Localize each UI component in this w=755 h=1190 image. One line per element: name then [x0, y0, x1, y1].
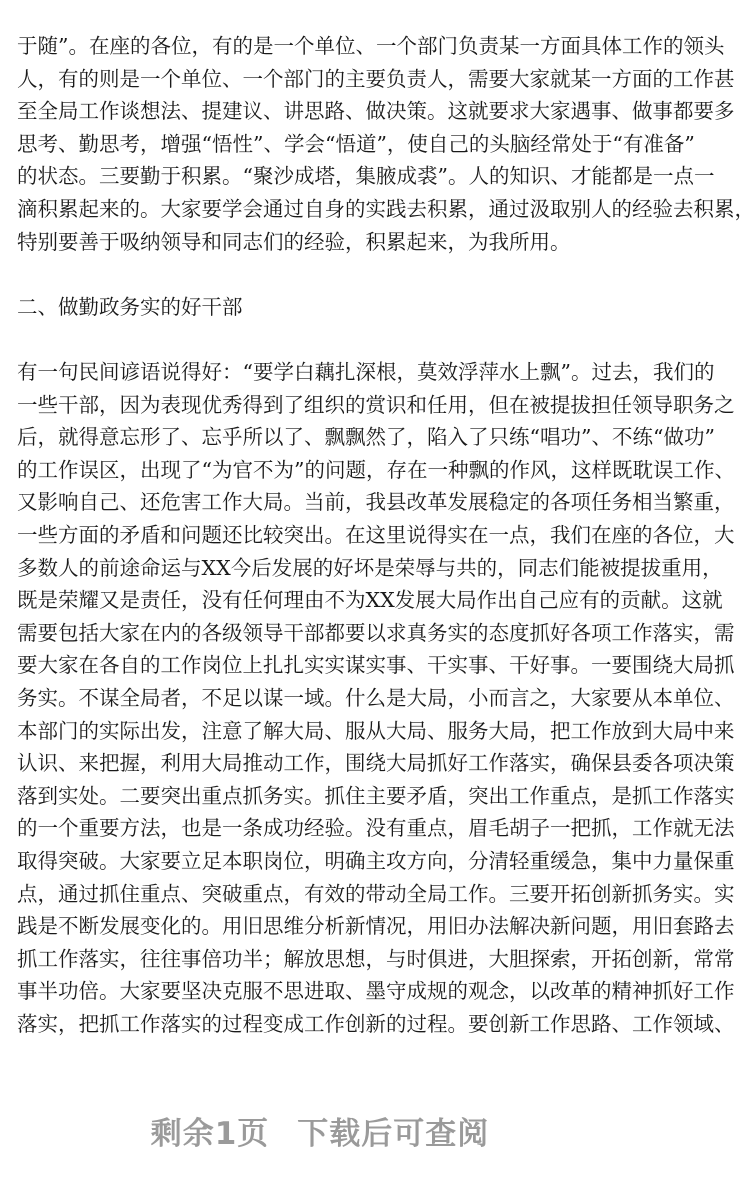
text-line: 有一句民间谚语说得好：“要学白藕扎深根，莫效浮萍水上飘”。过去，我们的 — [17, 360, 715, 384]
text-line: 务实。不谋全局者，不足以谋一域。什么是大局，小而言之，大家要从本单位、 — [17, 685, 735, 710]
text-line: 需要包括大家在内的各级领导干部都要以求真务实的态度抓好各项工作落实，需 — [17, 620, 735, 645]
text-line: 要大家在各自的工作岗位上扎扎实实谋实事、干实事、干好事。一要围绕大局抓 — [17, 653, 735, 678]
download-to-view-label[interactable]: 下载后可查阅 — [297, 1116, 490, 1152]
text-line: 一些方面的矛盾和问题还比较突出。在这里说得实在一点，我们在座的各位，大 — [17, 522, 735, 547]
text-line: 既是荣耀又是责任，没有任何理由不为XX发展大局作出自己应有的贡献。这就 — [17, 588, 723, 613]
paragraph-1 — [17, 30, 755, 258]
text-line: 的状态。三要勤于积累。“聚沙成塔，集腋成裘”。人的知识、才能都是一点一 — [17, 164, 715, 189]
text-line: 践是不断发展变化的。用旧思维分析新情况，用旧办法解决新问题，用旧套路去 — [17, 914, 735, 939]
text-line: 落实，把抓工作落实的过程变成工作创新的过程。要创新工作思路、工作领域、 — [17, 1011, 735, 1036]
text-line: 特别要善于吸纳领导和同志们的经验，积累起来，为我所用。 — [17, 229, 571, 254]
text-line: 人，有的则是一个单位、一个部门的主要负责人，需要大家就某一方面的工作甚 — [17, 66, 735, 91]
text-line: 事半功倍。大家要坚决克服不思进取、墨守成规的观念，以改革的精神抓好工作 — [17, 979, 735, 1004]
text-line: 抓工作落实，往往事倍功半；解放思想，与时俱进，大胆探索，开拓创新，常常 — [17, 946, 735, 971]
text-line: 至全局工作谈想法、提建议、讲思路、做决策。这就要求大家遇事、做事都要多 — [17, 99, 735, 124]
text-line: 落到实处。二要突出重点抓务实。抓住主要矛盾，突出工作重点，是抓工作落实 — [17, 783, 735, 808]
section-heading: 二、做勤政务实的好干部 — [17, 295, 243, 319]
text-line: 后，就得意忘形了、忘乎所以了、飘飘然了，陷入了只练“唱功”、不练“做功” — [17, 425, 715, 450]
text-line: 本部门的实际出发，注意了解大局、服从大局、服务大局，把工作放到大局中来 — [17, 718, 735, 743]
text-line: 的一个重要方法，也是一条成功经验。没有重点，眉毛胡子一把抓，工作就无法 — [17, 816, 735, 841]
text-line: 于随”。在座的各位，有的是一个单位、一个部门负责某一方面具体工作的领头 — [17, 34, 725, 58]
paragraph-2 — [17, 356, 735, 1040]
remaining-pages-label: 剩余1页 — [150, 1116, 270, 1152]
text-line: 认识、来把握，利用大局推动工作，围绕大局抓好工作落实，确保县委各项决策 — [17, 751, 735, 776]
text-line: 点，通过抓住重点、突破重点，有效的带动全局工作。三要开拓创新抓务实。实 — [17, 881, 735, 906]
text-line: 取得突破。大家要立足本职岗位，明确主攻方向，分清轻重缓急，集中力量保重 — [17, 848, 735, 873]
download-prompt[interactable] — [0, 1108, 640, 1153]
text-line: 多数人的前途命运与XX今后发展的好坏是荣辱与共的，同志们能被提拔重用， — [17, 555, 723, 580]
text-line: 思考、勤思考，增强“悟性”、学会“悟道”，使自己的头脑经常处于“有准备” — [17, 131, 695, 156]
text-line: 又影响自己、还危害工作大局。当前，我县改革发展稳定的各项任务相当繁重， — [17, 490, 735, 515]
text-line: 的工作误区，出现了“为官不为”的问题，存在一种飘的作风，这样既耽误工作、 — [17, 457, 735, 482]
text-line: 一些干部，因为表现优秀得到了组织的赏识和任用，但在被提拔担任领导职务之 — [17, 392, 735, 417]
text-line: 滴积累起来的。大家要学会通过自身的实践去积累，通过汲取别人的经验去积累， — [17, 196, 755, 221]
